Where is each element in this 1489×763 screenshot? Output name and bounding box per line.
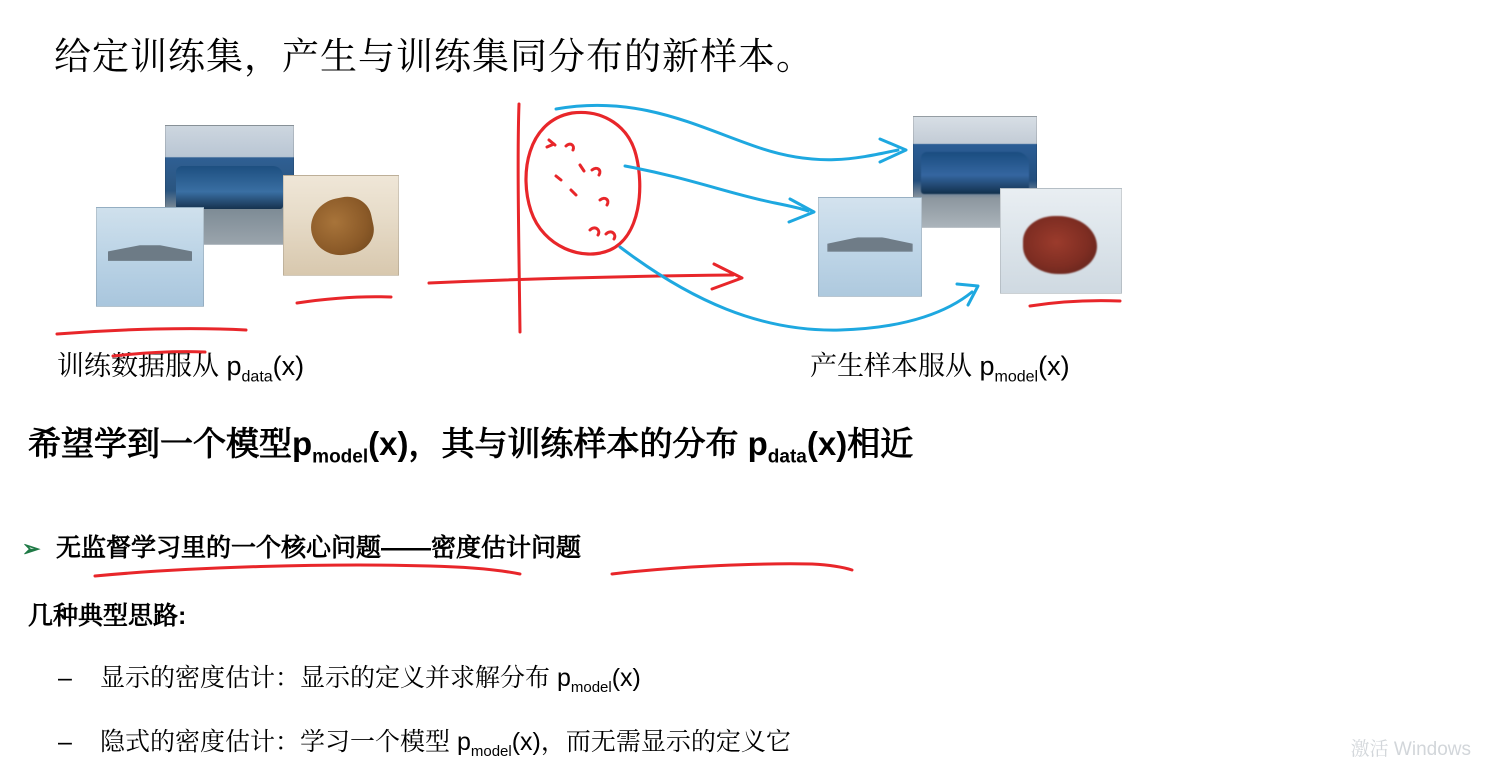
- bullet-item-explicit-density: [58, 658, 641, 696]
- caption-training-sub: data: [241, 368, 273, 386]
- caption-model-distribution: [810, 344, 1070, 386]
- arrow-bullet-icon: ➢: [22, 536, 41, 561]
- caption-model-prefix: 产生样本服从 p: [810, 351, 995, 381]
- training-image-bird: [283, 175, 399, 276]
- dash-bullet-icon: –: [58, 664, 72, 692]
- windows-activation-watermark: 激活 Windows: [1350, 739, 1471, 760]
- red-horizontal-arrow: [429, 275, 733, 283]
- bullet-item-explicit-density-suffix: (x): [611, 664, 641, 692]
- red-underline-left-images: [297, 297, 391, 303]
- bullet-item-implicit-density-prefix: 隐式的密度估计：学习一个模型 p: [100, 728, 471, 756]
- red-arrowhead: [712, 264, 742, 289]
- red-underline-right-images: [1030, 301, 1120, 306]
- red-underline-bullet1-b: [612, 564, 852, 574]
- statement-sub-1: model: [312, 446, 369, 468]
- statement-line: [28, 418, 913, 469]
- red-sample-marks: [547, 140, 615, 239]
- bullet-item-explicit-density-prefix: 显示的密度估计：显示的定义并求解分布 p: [100, 664, 571, 692]
- statement-sub-2: data: [767, 446, 807, 468]
- red-underline-bullet1-a: [95, 565, 520, 576]
- bullet-item-explicit-density-sub: model: [570, 679, 612, 696]
- caption-training-distribution: [57, 344, 304, 386]
- red-oval-annotation: [526, 112, 640, 254]
- statement-part-1: 希望学到一个模型p: [28, 425, 313, 462]
- blue-arrowhead-plane: [789, 199, 814, 222]
- red-vertical-line: [518, 104, 520, 332]
- bullet-item-implicit-density-suffix: (x)，而无需显示的定义它: [511, 728, 791, 756]
- training-image-plane: [96, 207, 204, 307]
- bullet-item-implicit-density: [58, 722, 791, 760]
- caption-model-sub: model: [994, 368, 1039, 386]
- bullet-item-implicit-density-sub: model: [470, 743, 512, 760]
- page-title: 给定训练集，产生与训练集同分布的新样本。: [54, 36, 814, 77]
- dash-bullet-icon-2: –: [58, 728, 72, 756]
- statement-part-2: (x)，其与训练样本的分布 p: [368, 425, 768, 462]
- blue-arrow-to-plane: [625, 166, 808, 211]
- caption-training-prefix: 训练数据服从 p: [57, 351, 242, 381]
- caption-training-suffix: (x): [272, 351, 305, 381]
- blue-arrowhead-car: [880, 139, 906, 162]
- generated-image-dog: [1000, 188, 1122, 294]
- blue-arrow-to-car: [556, 105, 898, 159]
- subheading-typical-approaches-label: 几种典型思路:: [28, 602, 187, 630]
- statement-part-3: (x)相近: [806, 425, 914, 462]
- subheading-typical-approaches: [28, 596, 186, 632]
- caption-model-suffix: (x): [1038, 351, 1070, 381]
- red-underline-left-caption: [57, 329, 246, 334]
- generated-image-plane: [818, 197, 922, 297]
- blue-arrowhead-dog: [957, 284, 978, 305]
- bullet-item-core-problem-label: 无监督学习里的一个核心问题——密度估计问题: [56, 534, 582, 562]
- bullet-item-core-problem: [22, 528, 581, 564]
